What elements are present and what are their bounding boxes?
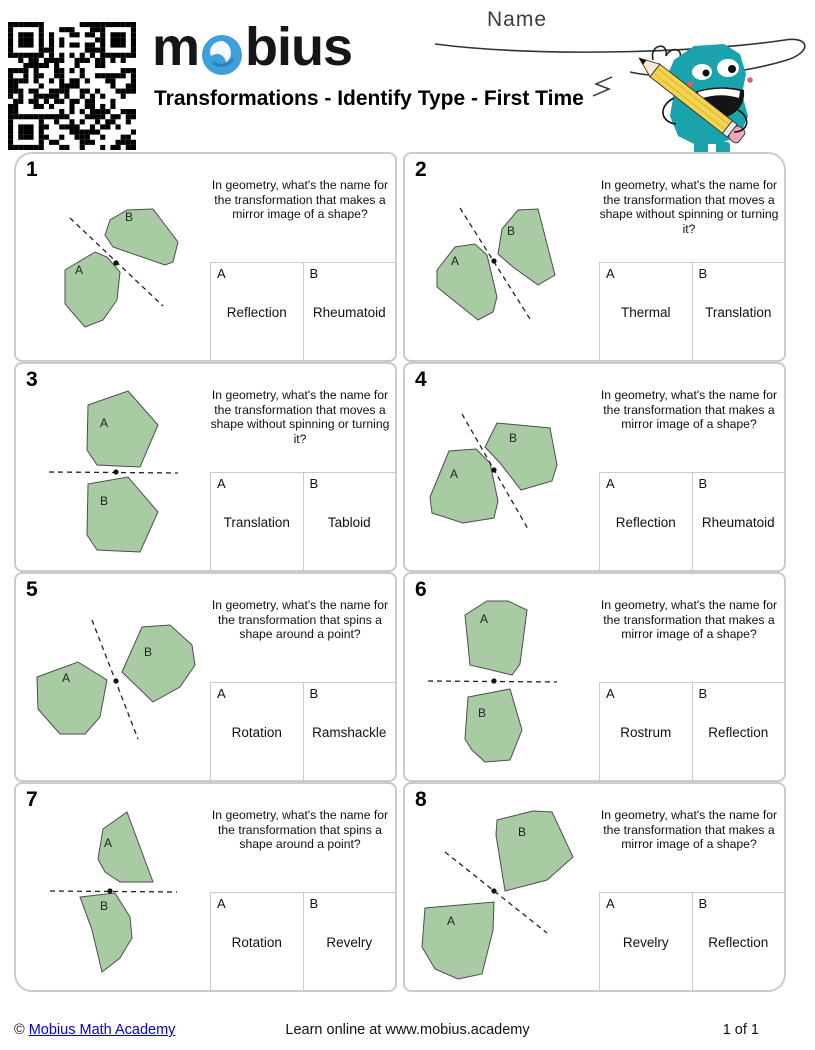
answer-letter-b: B — [698, 266, 708, 281]
answer-letter-a: A — [606, 266, 615, 281]
answer-option-a[interactable] — [599, 683, 692, 780]
shape-polygon-a — [65, 252, 120, 327]
answer-letter-a: A — [217, 266, 226, 281]
question-text: In geometry, what's the name for the transformation that makes a mirror image of a shape? — [600, 808, 778, 852]
shape-label-a: A — [75, 263, 84, 277]
mascot-monster-icon — [598, 30, 788, 158]
transformation-figure — [409, 390, 605, 568]
answer-option-b[interactable] — [692, 263, 785, 360]
transformation-figure — [20, 810, 216, 988]
answer-letter-b: B — [309, 476, 319, 491]
question-text: In geometry, what's the name for the transformation that makes a mirror image of a shape? — [211, 178, 389, 222]
problem-card — [403, 362, 786, 572]
answer-option-a[interactable] — [599, 893, 692, 990]
transformation-figure — [20, 180, 216, 358]
answer-text-b: Reflection — [708, 725, 769, 740]
answer-option-b[interactable] — [303, 473, 396, 570]
shape-label-a: A — [100, 416, 109, 430]
answer-options — [210, 892, 395, 990]
shape-label-b: B — [509, 431, 518, 445]
answer-option-a[interactable] — [210, 683, 303, 780]
problem-card — [14, 362, 397, 572]
shape-polygon-b — [122, 625, 195, 702]
question-text: In geometry, what's the name for the transformation that makes a mirror image of a shape? — [600, 598, 778, 642]
shape-label-a: A — [447, 914, 456, 928]
shape-label-a: A — [104, 836, 113, 850]
answer-text-b: Rheumatoid — [312, 305, 386, 320]
answer-option-a[interactable] — [210, 263, 303, 360]
shape-label-b: B — [478, 706, 487, 720]
shape-label-a: A — [450, 467, 459, 481]
answer-letter-b: B — [698, 476, 708, 491]
answer-options — [599, 472, 784, 570]
transformation-figure — [409, 810, 605, 988]
answer-letter-b: B — [309, 896, 319, 911]
answer-text-a: Reflection — [615, 515, 676, 530]
shape-label-a: A — [62, 671, 71, 685]
question-text: In geometry, what's the name for the transformation that spins a shape around a point? — [211, 808, 389, 852]
answer-text-a: Translation — [223, 515, 290, 530]
footer-learn-text: Learn online at www.mobius.academy — [285, 1022, 530, 1038]
center-point-dot — [107, 888, 112, 893]
answer-letter-a: A — [606, 686, 615, 701]
answer-letter-a: A — [606, 476, 615, 491]
answer-option-a[interactable] — [599, 473, 692, 570]
answer-options — [210, 262, 395, 360]
question-text: In geometry, what's the name for the transformation that moves a shape without spinning or turning it? — [210, 388, 390, 446]
question-text: In geometry, what's the name for the transformation that moves a shape without spinning or turning it? — [599, 178, 779, 236]
answer-options — [599, 682, 784, 780]
answer-option-b[interactable] — [303, 893, 396, 990]
answer-options — [599, 892, 784, 990]
problem-number: 3 — [26, 368, 38, 391]
shape-label-b: B — [144, 645, 153, 659]
center-point-dot — [113, 260, 118, 265]
answer-letter-b: B — [698, 896, 708, 911]
shape-polygon-a — [465, 601, 527, 675]
answer-option-b[interactable] — [692, 473, 785, 570]
question-text: In geometry, what's the name for the transformation that makes a mirror image of a shape? — [600, 388, 778, 432]
shape-polygon-b — [498, 209, 555, 285]
problem-number: 8 — [415, 788, 427, 811]
shape-polygon-a — [37, 662, 107, 734]
shape-label-b: B — [507, 224, 516, 238]
logo-text-m: m — [152, 17, 200, 77]
copyright-symbol: © — [14, 1022, 25, 1038]
answer-option-a[interactable] — [210, 893, 303, 990]
shape-polygon-a — [422, 902, 494, 979]
center-point-dot — [491, 258, 496, 263]
answer-letter-a: A — [217, 476, 226, 491]
problem-number: 4 — [415, 368, 427, 391]
answer-text-b: Ramshackle — [312, 725, 387, 740]
problem-number: 2 — [415, 158, 427, 181]
name-label: Name — [487, 8, 548, 31]
logo-text-bius: bius — [245, 17, 353, 77]
problem-card — [403, 782, 786, 992]
center-point-dot — [491, 888, 496, 893]
page-footer — [0, 1022, 815, 1044]
question-text: In geometry, what's the name for the transformation that spins a shape around a point? — [211, 598, 389, 642]
problem-card — [14, 782, 397, 992]
mobius-logo-o-icon — [200, 28, 244, 72]
center-point-dot — [113, 678, 118, 683]
transformation-figure — [409, 180, 605, 358]
transformation-figure — [409, 600, 605, 778]
shape-polygon-b — [105, 209, 178, 265]
answer-options — [599, 262, 784, 360]
shape-polygon-a — [437, 244, 497, 320]
answer-letter-b: B — [309, 686, 319, 701]
answer-letter-b: B — [309, 266, 319, 281]
answer-text-b: Translation — [705, 305, 772, 320]
center-point-dot — [491, 678, 496, 683]
shape-label-a: A — [451, 254, 460, 268]
transformation-dashed-line — [50, 891, 177, 892]
problem-number: 7 — [26, 788, 38, 811]
answer-text-b: Reflection — [708, 935, 769, 950]
problem-card — [14, 572, 397, 782]
shape-label-b: B — [100, 494, 109, 508]
transformation-figure — [20, 390, 216, 568]
shape-label-b: B — [100, 899, 109, 913]
shape-label-a: A — [480, 612, 489, 626]
shape-polygon-a — [87, 391, 158, 467]
shape-polygon-b — [465, 689, 522, 762]
mobius-logo — [152, 16, 352, 78]
answer-text-a: Rostrum — [620, 725, 672, 740]
shape-polygon-b — [496, 811, 573, 891]
answer-option-a[interactable] — [599, 263, 692, 360]
answer-options — [210, 472, 395, 570]
answer-option-a[interactable] — [210, 473, 303, 570]
answer-option-b[interactable] — [303, 683, 396, 780]
center-point-dot — [491, 467, 496, 472]
shape-polygon-b — [485, 423, 557, 490]
shape-label-b: B — [125, 210, 134, 224]
answer-letter-a: A — [217, 896, 226, 911]
answer-text-b: Revelry — [326, 935, 373, 950]
problem-card — [14, 152, 397, 362]
problem-number: 6 — [415, 578, 427, 601]
answer-text-a: Rotation — [231, 725, 282, 740]
answer-text-a: Revelry — [622, 935, 669, 950]
shape-label-b: B — [518, 825, 527, 839]
problem-card — [403, 572, 786, 782]
page-number: 1 of 1 — [722, 1022, 759, 1038]
answer-text-a: Rotation — [231, 935, 282, 950]
answer-letter-a: A — [606, 896, 615, 911]
answer-letter-b: B — [698, 686, 708, 701]
worksheet-title: Transformations - Identify Type - First Time — [154, 87, 584, 110]
answer-text-a: Reflection — [226, 305, 287, 320]
answer-text-a: Thermal — [620, 305, 671, 320]
mobius-academy-link[interactable]: Mobius Math Academy — [28, 1022, 176, 1038]
answer-text-b: Tabloid — [327, 515, 371, 530]
qr-code-icon — [8, 22, 136, 150]
answer-letter-a: A — [217, 686, 226, 701]
problem-number: 1 — [26, 158, 38, 181]
problem-number: 5 — [26, 578, 38, 601]
problem-card — [403, 152, 786, 362]
answer-option-b[interactable] — [692, 683, 785, 780]
center-point-dot — [113, 469, 118, 474]
shape-polygon-a — [430, 449, 498, 523]
shape-polygon-b — [87, 477, 158, 552]
answer-text-b: Rheumatoid — [701, 515, 775, 530]
answer-options — [210, 682, 395, 780]
answer-option-b[interactable] — [692, 893, 785, 990]
transformation-figure — [20, 600, 216, 778]
answer-option-b[interactable] — [303, 263, 396, 360]
